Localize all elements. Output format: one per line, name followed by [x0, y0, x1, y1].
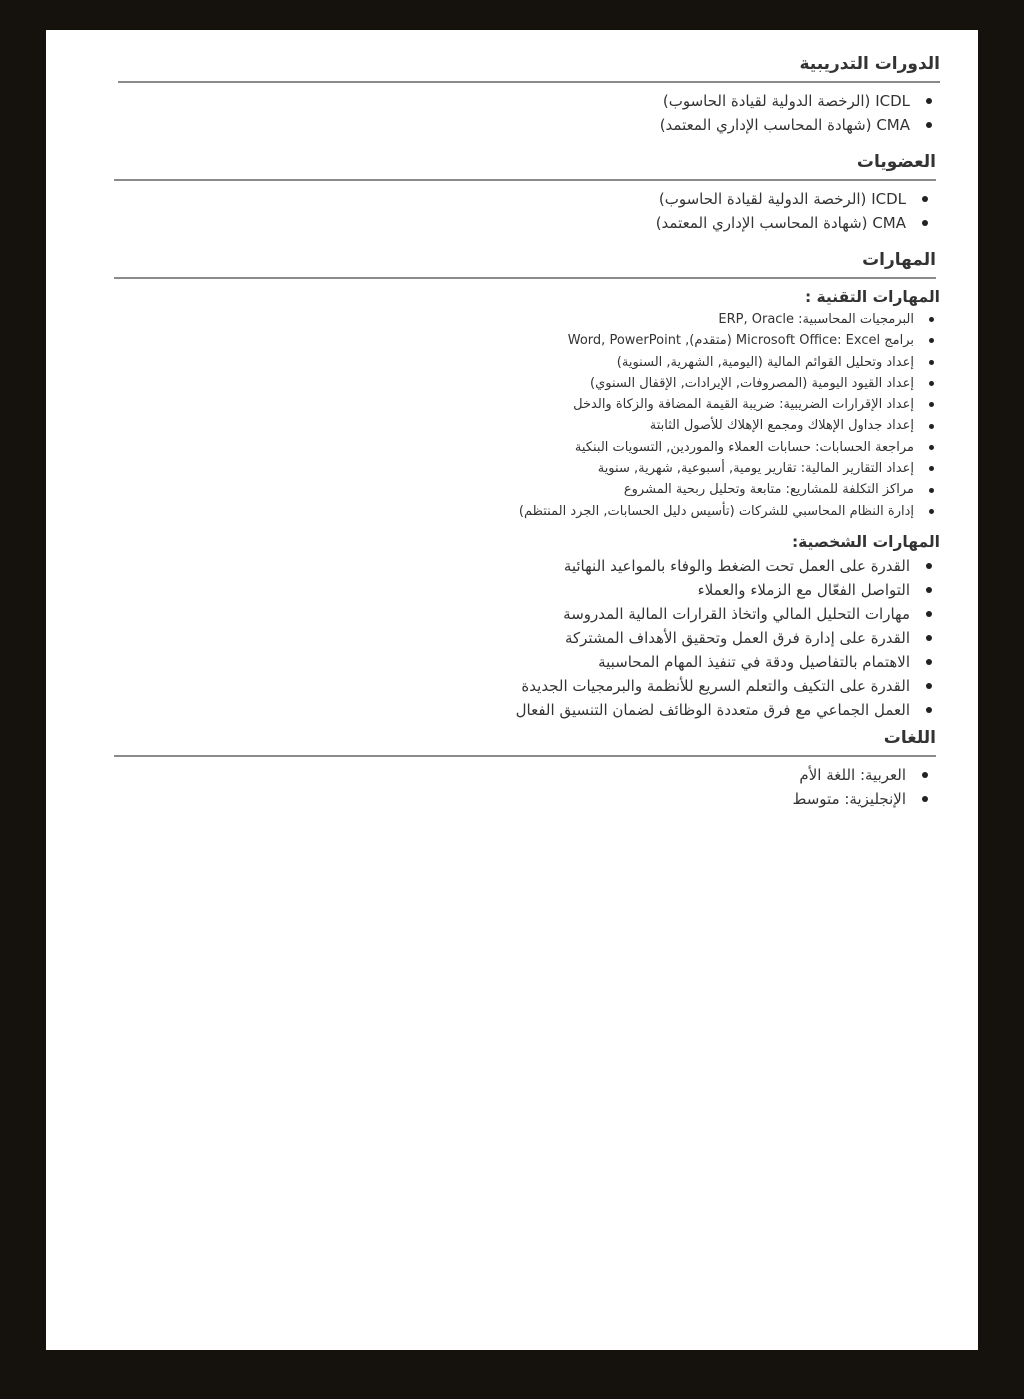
- list-item: الإنجليزية: متوسط: [114, 787, 936, 811]
- training-list: [118, 89, 940, 137]
- section-title-memberships: العضويات: [856, 152, 936, 172]
- bullet-icon: [929, 402, 934, 407]
- subsection-title-personal: المهارات الشخصية:: [791, 532, 940, 551]
- bullet-icon: [926, 683, 932, 689]
- bullet-icon: [926, 659, 932, 665]
- bullet-icon: [926, 635, 932, 641]
- list-item: العربية: اللغة الأم: [114, 763, 936, 787]
- list-item: إدارة النظام المحاسبي للشركات (تأسيس دليل الحسابات, الجرد المنتظم): [114, 501, 940, 522]
- list-item: برامج Microsoft Office: Excel (متقدم), Word, PowerPoint: [114, 330, 940, 351]
- list-item: ICDL (الرخصة الدولية لقيادة الحاسوب): [114, 187, 936, 211]
- list-item: القدرة على إدارة فرق العمل وتحقيق الأهداف المشتركة: [114, 626, 940, 650]
- skills-content: [114, 285, 940, 722]
- bullet-icon: [922, 772, 928, 778]
- section-divider: [118, 81, 940, 83]
- list-item: مراجعة الحسابات: حسابات العملاء والموردين, التسويات البنكية: [114, 437, 940, 458]
- section-languages: [114, 726, 936, 811]
- bullet-icon: [926, 122, 932, 128]
- bullet-icon: [922, 220, 928, 226]
- list-item: إعداد التقارير المالية: تقارير يومية, أسبوعية, شهرية, سنوية: [114, 458, 940, 479]
- bullet-icon: [929, 360, 934, 365]
- list-item: العمل الجماعي مع فرق متعددة الوظائف لضمان التنسيق الفعال: [114, 698, 940, 722]
- bullet-icon: [929, 466, 934, 471]
- list-item: مراكز التكلفة للمشاريع: متابعة وتحليل ربحية المشروع: [114, 479, 940, 500]
- list-item: إعداد القيود اليومية (المصروفات, الإيرادات, الإقفال السنوي): [114, 373, 940, 394]
- bullet-icon: [926, 611, 932, 617]
- list-item: القدرة على التكيف والتعلم السريع للأنظمة والبرمجيات الجديدة: [114, 674, 940, 698]
- list-item: CMA (شهادة المحاسب الإداري المعتمد): [114, 211, 936, 235]
- section-title-languages: اللغات: [883, 728, 936, 748]
- list-item: إعداد جداول الإهلاك ومجمع الإهلاك للأصول الثابتة: [114, 415, 940, 436]
- list-item: إعداد الإقرارات الضريبية: ضريبة القيمة المضافة والزكاة والدخل: [114, 394, 940, 415]
- list-item: التواصل الفعّال مع الزملاء والعملاء: [114, 578, 940, 602]
- section-title-training: الدورات التدريبية: [799, 54, 940, 74]
- list-item: القدرة على العمل تحت الضغط والوفاء بالمواعيد النهائية: [114, 554, 940, 578]
- technical-skills-list: [114, 309, 940, 522]
- list-item: إعداد وتحليل القوائم المالية (اليومية, الشهرية, السنوية): [114, 352, 940, 373]
- subsection-title-technical: المهارات التقنية :: [804, 288, 940, 306]
- bullet-icon: [929, 509, 934, 514]
- section-skills: [114, 248, 940, 722]
- document-page: [46, 30, 978, 1350]
- section-training: [118, 52, 940, 137]
- bullet-icon: [929, 424, 934, 429]
- section-divider: [114, 755, 936, 757]
- bullet-icon: [929, 338, 934, 343]
- bullet-icon: [926, 707, 932, 713]
- list-item: البرمجيات المحاسبية: ERP, Oracle: [114, 309, 940, 330]
- bullet-icon: [922, 796, 928, 802]
- bullet-icon: [929, 381, 934, 386]
- section-divider: [114, 277, 936, 279]
- list-item: الاهتمام بالتفاصيل ودقة في تنفيذ المهام المحاسبية: [114, 650, 940, 674]
- list-item: ICDL (الرخصة الدولية لقيادة الحاسوب): [118, 89, 940, 113]
- section-divider: [114, 179, 936, 181]
- bullet-icon: [926, 587, 932, 593]
- section-memberships: [114, 150, 936, 235]
- bullet-icon: [929, 317, 934, 322]
- personal-skills-list: [114, 554, 940, 722]
- bullet-icon: [926, 563, 932, 569]
- bullet-icon: [929, 488, 934, 493]
- languages-list: [114, 763, 936, 811]
- memberships-list: [114, 187, 936, 235]
- bullet-icon: [929, 445, 934, 450]
- bullet-icon: [922, 196, 928, 202]
- list-item: CMA (شهادة المحاسب الإداري المعتمد): [118, 113, 940, 137]
- list-item: مهارات التحليل المالي واتخاذ القرارات المالية المدروسة: [114, 602, 940, 626]
- section-title-skills: المهارات: [862, 250, 936, 270]
- bullet-icon: [926, 98, 932, 104]
